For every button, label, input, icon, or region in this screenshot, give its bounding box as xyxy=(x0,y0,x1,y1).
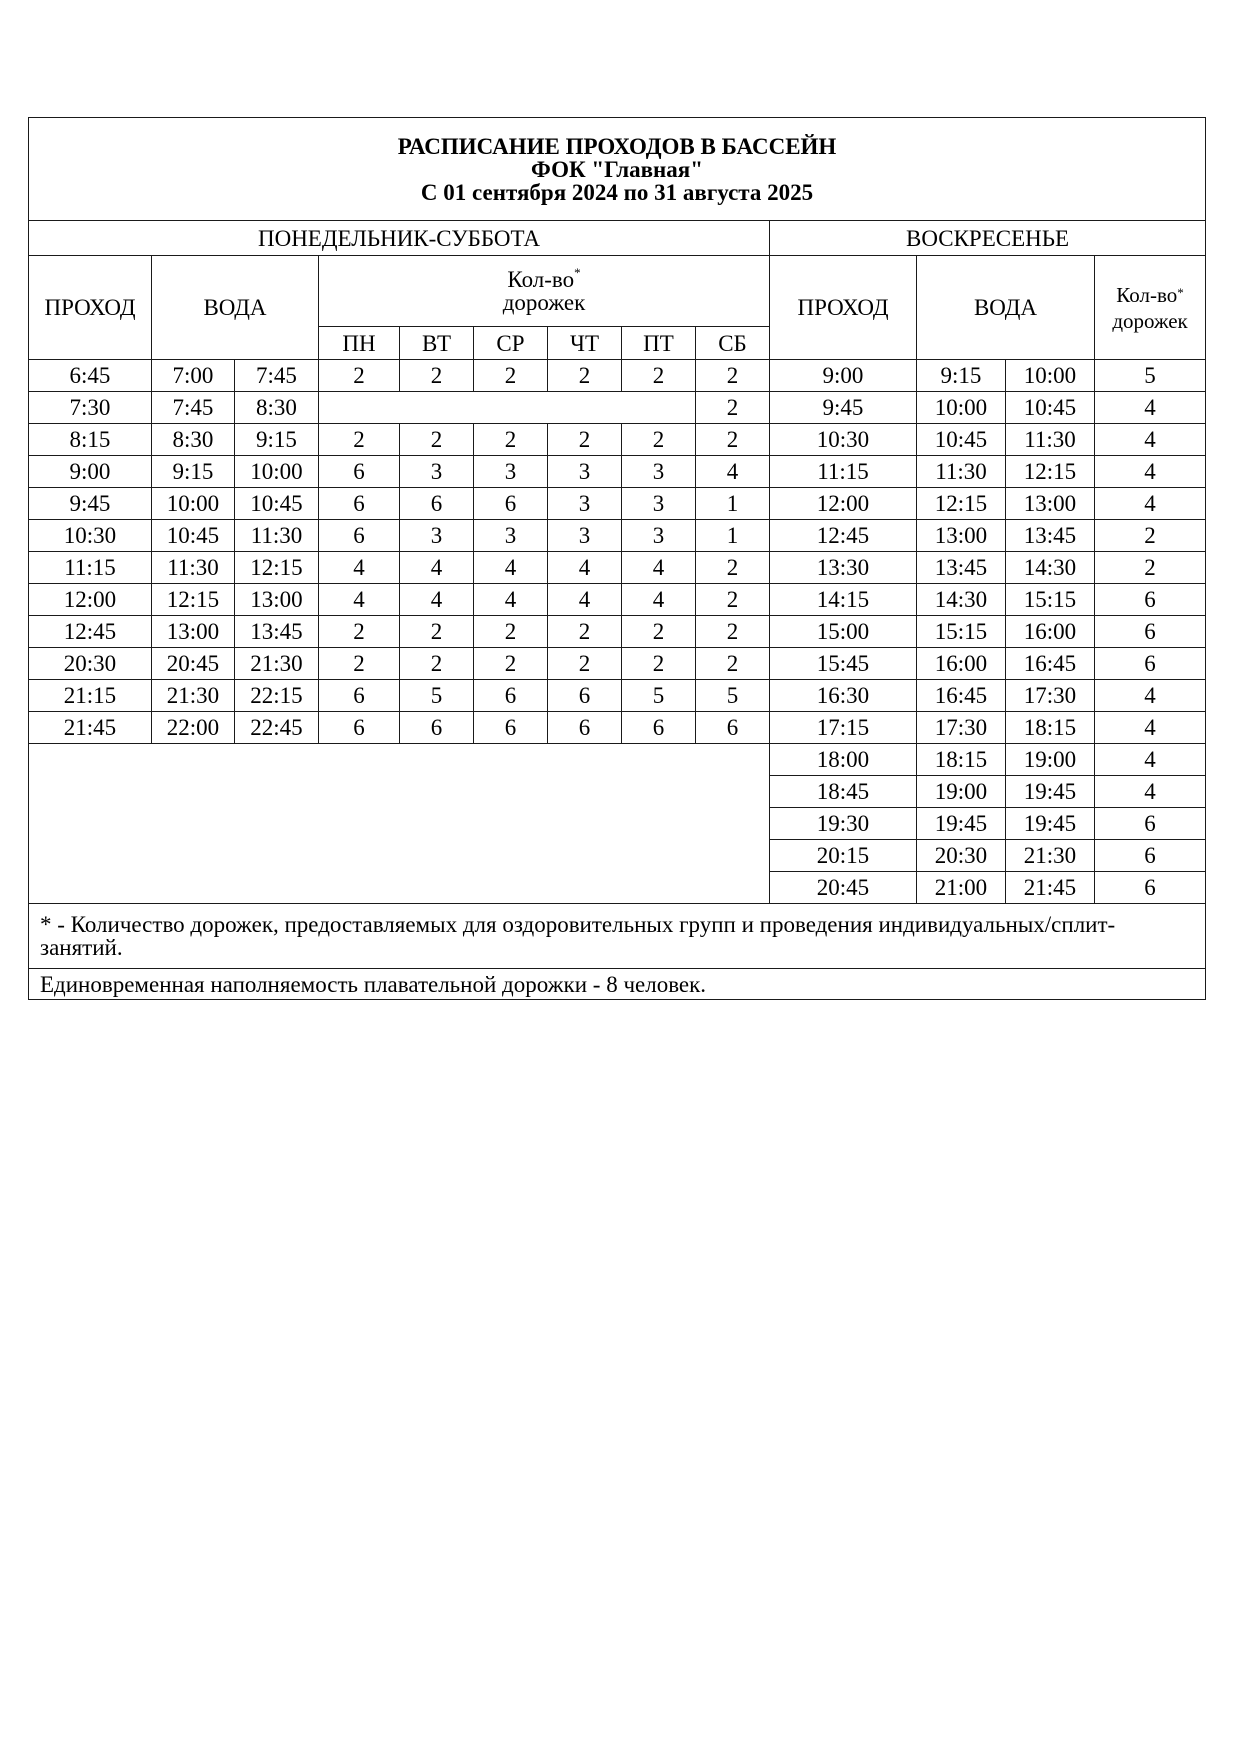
weekday-lanes-value: 3 xyxy=(622,520,696,552)
title-line-3: С 01 сентября 2024 по 31 августа 2025 xyxy=(420,180,814,205)
weekday-lanes-value: 2 xyxy=(319,616,400,648)
header-water: ВОДА xyxy=(152,256,319,360)
weekday-lanes-value: 2 xyxy=(319,424,400,456)
sunday-lanes-value: 6 xyxy=(1095,808,1206,840)
sunday-water-from: 16:45 xyxy=(917,680,1006,712)
asterisk-mark: * xyxy=(1177,284,1184,300)
header-sunday-water: ВОДА xyxy=(917,256,1095,360)
weekday-lanes-value: 4 xyxy=(696,456,770,488)
sunday-lanes-value: 6 xyxy=(1095,840,1206,872)
weekday-lanes-value: 4 xyxy=(548,552,622,584)
weekday-lanes-value: 2 xyxy=(696,360,770,392)
table-row xyxy=(29,424,1206,456)
sunday-pass-time: 16:30 xyxy=(770,680,917,712)
sunday-water-from: 17:30 xyxy=(917,712,1006,744)
sunday-water-from: 18:15 xyxy=(917,744,1006,776)
sunday-water-from: 10:45 xyxy=(917,424,1006,456)
sunday-water-from: 13:45 xyxy=(917,552,1006,584)
weekday-lanes-value: 6 xyxy=(400,488,474,520)
header-lanes-line2: дорожек xyxy=(502,290,586,315)
sunday-water-from: 19:45 xyxy=(917,808,1006,840)
weekday-lanes-value: 3 xyxy=(622,488,696,520)
asterisk-mark: * xyxy=(574,265,581,280)
table-row xyxy=(29,648,1206,680)
sunday-pass-time: 14:15 xyxy=(770,584,917,616)
sunday-pass-time: 12:00 xyxy=(770,488,917,520)
weekday-water-to: 11:30 xyxy=(235,520,319,552)
weekday-water-from: 13:00 xyxy=(152,616,235,648)
weekday-water-to: 9:15 xyxy=(235,424,319,456)
weekday-pass-time: 11:15 xyxy=(29,552,152,584)
weekday-lanes-value: 2 xyxy=(696,424,770,456)
header-sunday-lanes-line2: дорожек xyxy=(1112,308,1188,333)
weekday-lanes-value: 2 xyxy=(548,616,622,648)
weekday-lanes-value: 2 xyxy=(400,648,474,680)
weekday-lanes-value: 4 xyxy=(622,584,696,616)
header-sunday-lanes xyxy=(1095,256,1206,360)
weekday-lanes-value: 1 xyxy=(696,488,770,520)
sunday-water-to: 21:30 xyxy=(1006,840,1095,872)
weekday-lanes-value: 2 xyxy=(400,616,474,648)
table-row xyxy=(29,680,1206,712)
weekday-lanes-value: 4 xyxy=(474,584,548,616)
weekday-lanes-value: 2 xyxy=(696,648,770,680)
sunday-lanes-value: 6 xyxy=(1095,872,1206,904)
weekday-lanes-value: 4 xyxy=(400,552,474,584)
weekday-pass-time: 21:15 xyxy=(29,680,152,712)
sunday-lanes-value: 5 xyxy=(1095,360,1206,392)
sunday-water-to: 18:15 xyxy=(1006,712,1095,744)
sunday-lanes-value: 6 xyxy=(1095,616,1206,648)
weekday-water-to: 12:15 xyxy=(235,552,319,584)
sunday-water-from: 12:15 xyxy=(917,488,1006,520)
capacity-note: Единовременная наполняемость плавательной дорожки - 8 человек. xyxy=(29,969,1206,1000)
weekday-empty-area xyxy=(29,744,770,904)
title-line-1: РАСПИСАНИЕ ПРОХОДОВ В БАССЕЙН xyxy=(397,134,837,159)
weekday-lanes-value: 4 xyxy=(319,552,400,584)
sunday-water-from: 10:00 xyxy=(917,392,1006,424)
weekday-pass-time: 8:15 xyxy=(29,424,152,456)
weekday-pass-time: 10:30 xyxy=(29,520,152,552)
sunday-pass-time: 18:45 xyxy=(770,776,917,808)
weekday-lanes-value: 3 xyxy=(474,456,548,488)
sunday-water-to: 16:45 xyxy=(1006,648,1095,680)
sunday-water-from: 20:30 xyxy=(917,840,1006,872)
sunday-pass-time: 20:15 xyxy=(770,840,917,872)
table-row xyxy=(29,584,1206,616)
header-pass: ПРОХОД xyxy=(29,256,152,360)
sunday-water-to: 19:45 xyxy=(1006,808,1095,840)
weekday-lanes-value: 3 xyxy=(548,488,622,520)
table-row xyxy=(29,392,1206,424)
sunday-water-to: 21:45 xyxy=(1006,872,1095,904)
sunday-lanes-value: 4 xyxy=(1095,744,1206,776)
weekday-lanes-value: 2 xyxy=(696,392,770,424)
weekday-water-from: 9:15 xyxy=(152,456,235,488)
day-fri: ПТ xyxy=(622,327,696,360)
weekday-water-to: 21:30 xyxy=(235,648,319,680)
weekday-water-from: 7:00 xyxy=(152,360,235,392)
weekday-water-from: 10:45 xyxy=(152,520,235,552)
weekday-lanes-value: 6 xyxy=(319,712,400,744)
weekday-water-from: 20:45 xyxy=(152,648,235,680)
sunday-pass-time: 18:00 xyxy=(770,744,917,776)
weekday-lanes-value: 3 xyxy=(474,520,548,552)
weekday-lanes-value: 2 xyxy=(696,616,770,648)
weekday-lanes-value: 5 xyxy=(400,680,474,712)
weekday-water-to: 22:45 xyxy=(235,712,319,744)
weekday-water-from: 8:30 xyxy=(152,424,235,456)
sunday-water-from: 11:30 xyxy=(917,456,1006,488)
weekday-lanes-value: 6 xyxy=(622,712,696,744)
weekday-lanes-empty xyxy=(319,392,696,424)
day-tue: ВТ xyxy=(400,327,474,360)
table-row xyxy=(29,488,1206,520)
header-sunday-lanes-line1: Кол-во xyxy=(1116,282,1178,307)
weekday-lanes-value: 6 xyxy=(400,712,474,744)
sunday-water-to: 19:45 xyxy=(1006,776,1095,808)
weekday-lanes-value: 4 xyxy=(400,584,474,616)
day-sat: СБ xyxy=(696,327,770,360)
weekday-lanes-value: 2 xyxy=(622,424,696,456)
sunday-water-to: 13:45 xyxy=(1006,520,1095,552)
schedule-table xyxy=(28,117,1206,1000)
weekday-lanes-value: 2 xyxy=(548,424,622,456)
weekday-pass-time: 9:00 xyxy=(29,456,152,488)
sunday-lanes-value: 4 xyxy=(1095,712,1206,744)
weekday-lanes-value: 4 xyxy=(474,552,548,584)
sunday-pass-time: 12:45 xyxy=(770,520,917,552)
day-thu: ЧТ xyxy=(548,327,622,360)
section-weekdays: ПОНЕДЕЛЬНИК-СУББОТА xyxy=(29,221,770,256)
weekday-water-from: 21:30 xyxy=(152,680,235,712)
sunday-water-to: 16:00 xyxy=(1006,616,1095,648)
weekday-lanes-value: 1 xyxy=(696,520,770,552)
sunday-water-from: 21:00 xyxy=(917,872,1006,904)
weekday-lanes-value: 2 xyxy=(622,616,696,648)
sunday-pass-time: 9:45 xyxy=(770,392,917,424)
sunday-water-to: 10:45 xyxy=(1006,392,1095,424)
weekday-water-from: 22:00 xyxy=(152,712,235,744)
weekday-water-to: 8:30 xyxy=(235,392,319,424)
weekday-pass-time: 7:30 xyxy=(29,392,152,424)
weekday-lanes-value: 2 xyxy=(548,648,622,680)
sunday-water-to: 15:15 xyxy=(1006,584,1095,616)
table-row xyxy=(29,456,1206,488)
sunday-lanes-value: 6 xyxy=(1095,584,1206,616)
header-sunday-pass: ПРОХОД xyxy=(770,256,917,360)
weekday-lanes-value: 2 xyxy=(474,360,548,392)
weekday-lanes-value: 2 xyxy=(400,360,474,392)
sunday-lanes-value: 2 xyxy=(1095,520,1206,552)
day-mon: ПН xyxy=(319,327,400,360)
table-row xyxy=(29,712,1206,744)
weekday-lanes-value: 2 xyxy=(696,552,770,584)
sunday-pass-time: 15:45 xyxy=(770,648,917,680)
sunday-pass-time: 19:30 xyxy=(770,808,917,840)
header-lanes-line1: Кол-во xyxy=(507,267,575,292)
sunday-pass-time: 20:45 xyxy=(770,872,917,904)
sunday-lanes-value: 4 xyxy=(1095,776,1206,808)
sunday-water-from: 15:15 xyxy=(917,616,1006,648)
sunday-water-to: 14:30 xyxy=(1006,552,1095,584)
weekday-water-to: 22:15 xyxy=(235,680,319,712)
weekday-pass-time: 6:45 xyxy=(29,360,152,392)
sunday-pass-time: 9:00 xyxy=(770,360,917,392)
table-row xyxy=(29,520,1206,552)
weekday-lanes-value: 2 xyxy=(474,648,548,680)
weekday-lanes-value: 2 xyxy=(622,360,696,392)
section-sunday: ВОСКРЕСЕНЬЕ xyxy=(770,221,1206,256)
weekday-lanes-value: 5 xyxy=(622,680,696,712)
sunday-pass-time: 11:15 xyxy=(770,456,917,488)
weekday-lanes-value: 6 xyxy=(548,680,622,712)
weekday-lanes-value: 4 xyxy=(319,584,400,616)
weekday-lanes-value: 2 xyxy=(696,584,770,616)
weekday-lanes-value: 2 xyxy=(400,424,474,456)
weekday-lanes-value: 5 xyxy=(696,680,770,712)
sunday-water-from: 9:15 xyxy=(917,360,1006,392)
sunday-lanes-value: 6 xyxy=(1095,648,1206,680)
sunday-lanes-value: 2 xyxy=(1095,552,1206,584)
weekday-lanes-value: 3 xyxy=(400,456,474,488)
sunday-lanes-value: 4 xyxy=(1095,680,1206,712)
sunday-lanes-value: 4 xyxy=(1095,424,1206,456)
sunday-pass-time: 15:00 xyxy=(770,616,917,648)
weekday-water-to: 7:45 xyxy=(235,360,319,392)
weekday-lanes-value: 2 xyxy=(319,648,400,680)
sunday-water-from: 13:00 xyxy=(917,520,1006,552)
table-row xyxy=(29,360,1206,392)
day-wed: СР xyxy=(474,327,548,360)
weekday-lanes-value: 6 xyxy=(319,456,400,488)
weekday-lanes-value: 3 xyxy=(548,520,622,552)
sunday-water-to: 19:00 xyxy=(1006,744,1095,776)
weekday-water-to: 13:45 xyxy=(235,616,319,648)
sunday-water-to: 12:15 xyxy=(1006,456,1095,488)
weekday-lanes-value: 4 xyxy=(548,584,622,616)
sunday-water-to: 11:30 xyxy=(1006,424,1095,456)
sunday-water-from: 19:00 xyxy=(917,776,1006,808)
weekday-pass-time: 21:45 xyxy=(29,712,152,744)
weekday-lanes-value: 4 xyxy=(622,552,696,584)
weekday-lanes-value: 6 xyxy=(319,680,400,712)
sunday-lanes-value: 4 xyxy=(1095,488,1206,520)
weekday-water-from: 7:45 xyxy=(152,392,235,424)
weekday-lanes-value: 3 xyxy=(548,456,622,488)
weekday-water-from: 12:15 xyxy=(152,584,235,616)
sunday-water-from: 14:30 xyxy=(917,584,1006,616)
weekday-lanes-value: 6 xyxy=(319,520,400,552)
weekday-lanes-value: 6 xyxy=(474,712,548,744)
weekday-pass-time: 12:45 xyxy=(29,616,152,648)
sunday-lanes-value: 4 xyxy=(1095,392,1206,424)
sunday-water-to: 13:00 xyxy=(1006,488,1095,520)
sunday-pass-time: 10:30 xyxy=(770,424,917,456)
sunday-water-to: 17:30 xyxy=(1006,680,1095,712)
table-row xyxy=(29,744,1206,776)
weekday-pass-time: 12:00 xyxy=(29,584,152,616)
table-row xyxy=(29,616,1206,648)
weekday-lanes-value: 2 xyxy=(548,360,622,392)
weekday-lanes-value: 3 xyxy=(400,520,474,552)
weekday-lanes-value: 6 xyxy=(474,488,548,520)
sunday-lanes-value: 4 xyxy=(1095,456,1206,488)
table-row xyxy=(29,552,1206,584)
weekday-water-to: 13:00 xyxy=(235,584,319,616)
sunday-water-from: 16:00 xyxy=(917,648,1006,680)
weekday-water-to: 10:00 xyxy=(235,456,319,488)
weekday-pass-time: 9:45 xyxy=(29,488,152,520)
weekday-water-from: 11:30 xyxy=(152,552,235,584)
weekday-lanes-value: 2 xyxy=(622,648,696,680)
weekday-lanes-value: 6 xyxy=(696,712,770,744)
weekday-water-from: 10:00 xyxy=(152,488,235,520)
weekday-lanes-value: 6 xyxy=(474,680,548,712)
header-lanes xyxy=(319,256,770,327)
weekday-pass-time: 20:30 xyxy=(29,648,152,680)
sunday-pass-time: 17:15 xyxy=(770,712,917,744)
weekday-lanes-value: 2 xyxy=(474,424,548,456)
weekday-lanes-value: 2 xyxy=(319,360,400,392)
weekday-lanes-value: 3 xyxy=(622,456,696,488)
weekday-lanes-value: 6 xyxy=(319,488,400,520)
footnote: * - Количество дорожек, предоставляемых для оздоровительных групп и проведения индивидуальных/сплит-занятий. xyxy=(29,904,1206,969)
schedule-title xyxy=(29,118,1206,221)
weekday-lanes-value: 6 xyxy=(548,712,622,744)
title-line-2: ФОК "Главная" xyxy=(531,157,703,182)
weekday-lanes-value: 2 xyxy=(474,616,548,648)
sunday-water-to: 10:00 xyxy=(1006,360,1095,392)
sunday-pass-time: 13:30 xyxy=(770,552,917,584)
weekday-water-to: 10:45 xyxy=(235,488,319,520)
